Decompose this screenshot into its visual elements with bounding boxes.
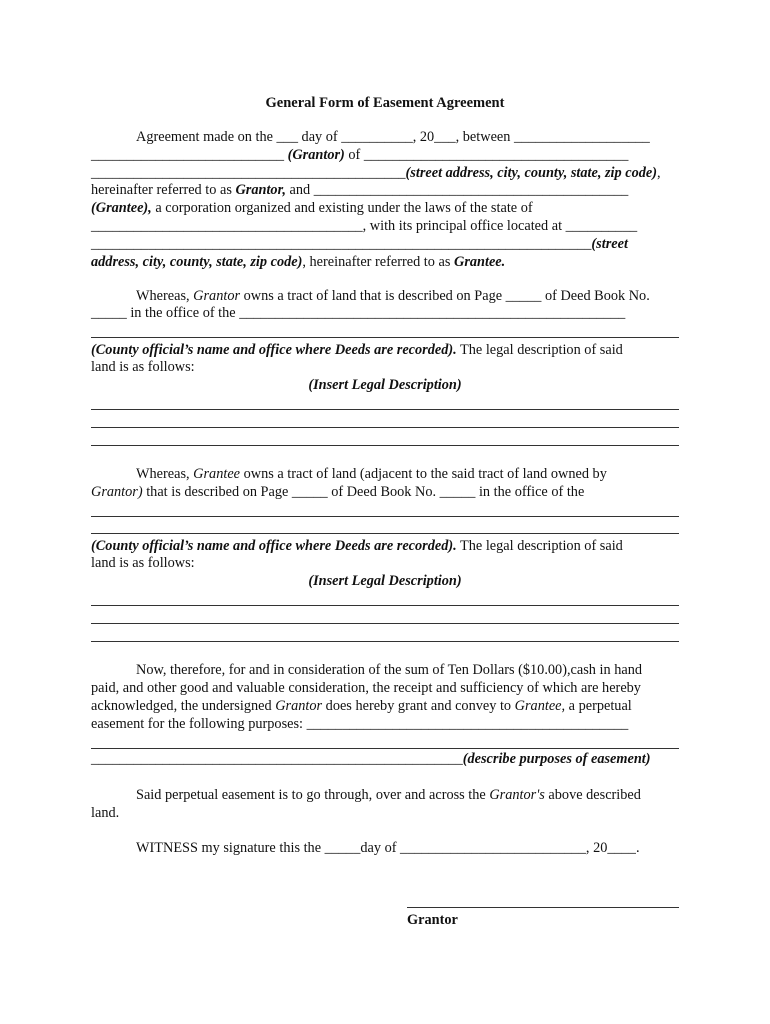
consideration-line-4: easement for the following purposes: _____________________________________________ <box>91 716 629 732</box>
document-title: General Form of Easement Agreement <box>265 95 505 111</box>
whereas-grantee-line-2: Grantor) that is described on Page _____ of Deed Book No. _____ in the office of the <box>91 484 585 500</box>
easement-line-2: land. <box>91 805 120 821</box>
consideration-line-3: acknowledged, the undersigned Grantor does hereby grant and convey to Grantee, a perpetual <box>91 698 632 714</box>
agreement-line-3: ____________________________________________(street address, city, county, state, zip code), <box>91 165 661 181</box>
whereas-grantor-line-1: Whereas, Grantor owns a tract of land that is described on Page _____ of Deed Book No. <box>136 288 650 304</box>
blank-line <box>91 516 679 517</box>
grantor-signature-label: Grantor <box>407 912 458 928</box>
legal-description-line <box>91 641 679 642</box>
agreement-line-8: address, city, county, state, zip code), hereinafter referred to as Grantee. <box>91 254 506 270</box>
easement-line-1: Said perpetual easement is to go through, over and across the Grantor's above described <box>136 787 641 803</box>
insert-legal-description-2: (Insert Legal Description) <box>308 573 462 589</box>
agreement-line-7: ______________________________________________________________________(street <box>91 236 628 252</box>
blank-line <box>91 533 679 534</box>
agreement-line-6: ______________________________________, with its principal office located at __________ <box>91 218 638 234</box>
consideration-line-5: ____________________________________________________(describe purposes of easement) <box>91 751 651 767</box>
blank-line <box>91 337 679 338</box>
consideration-line-1: Now, therefore, for and in consideration of the sum of Ten Dollars ($10.00),cash in hand <box>136 662 643 678</box>
legal-description-line <box>91 427 679 428</box>
witness-line: WITNESS my signature this the _____day of __________________________, 20____. <box>136 840 640 856</box>
whereas-grantee-line-3: (County official’s name and office where Deeds are recorded). The legal description of said <box>91 538 623 554</box>
whereas-grantor-line-3: (County official’s name and office where Deeds are recorded). The legal description of said <box>91 342 623 358</box>
legal-description-line <box>91 445 679 446</box>
agreement-line-2: ___________________________ (Grantor) of _____________________________________ <box>91 147 629 163</box>
signature-line <box>407 907 679 908</box>
blank-line <box>91 748 679 749</box>
agreement-line-5: (Grantee), a corporation organized and existing under the laws of the state of <box>91 200 533 216</box>
agreement-line-4: hereinafter referred to as Grantor, and ____________________________________________ <box>91 182 629 198</box>
whereas-grantee-line-1: Whereas, Grantee owns a tract of land (adjacent to the said tract of land owned by <box>136 466 607 482</box>
insert-legal-description-1: (Insert Legal Description) <box>308 377 462 393</box>
whereas-grantor-line-2: _____ in the office of the ______________________________________________________ <box>91 305 626 321</box>
agreement-line-1: Agreement made on the ___ day of __________, 20___, between ___________________ <box>136 129 650 145</box>
whereas-grantee-line-4: land is as follows: <box>91 555 195 571</box>
legal-description-line <box>91 623 679 624</box>
legal-description-line <box>91 605 679 606</box>
whereas-grantor-line-4: land is as follows: <box>91 359 195 375</box>
consideration-line-2: paid, and other good and valuable consideration, the receipt and sufficiency of which are hereby <box>91 680 641 696</box>
legal-description-line <box>91 409 679 410</box>
